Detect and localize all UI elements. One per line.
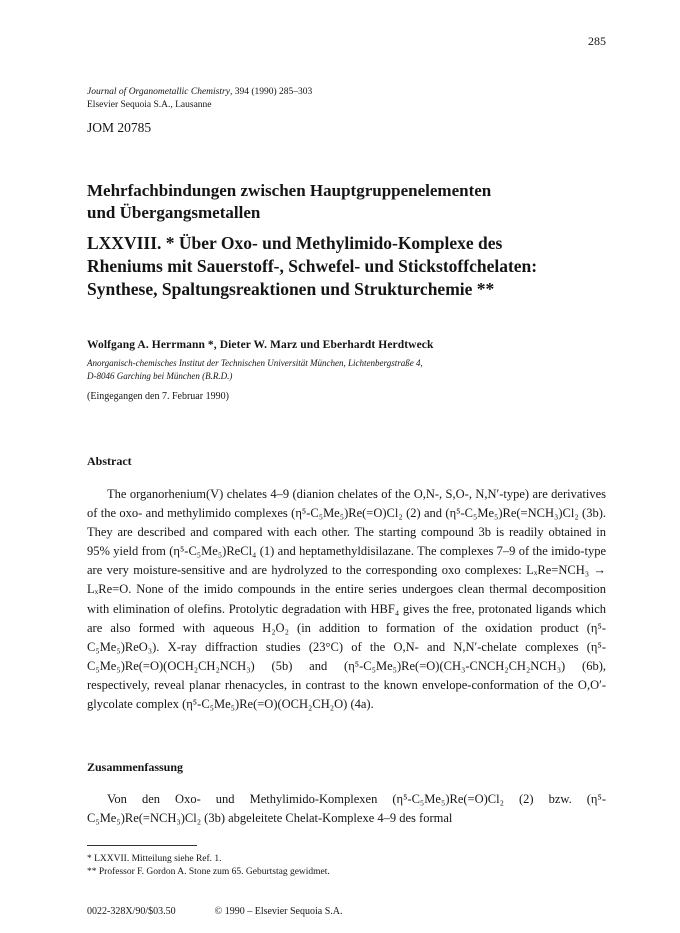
series-title-line-2: und Übergangsmetallen <box>87 203 261 222</box>
zusammenfassung-heading: Zusammenfassung <box>87 760 184 774</box>
article-title-line-3: Synthese, Spaltungsreaktionen und Strukturchemie ** <box>87 279 495 299</box>
jom-id: JOM 20785 <box>87 120 152 135</box>
journal-name: Journal of Organometallic Chemistry <box>87 87 230 97</box>
footnote-1: * LXXVII. Mitteilung siehe Ref. 1. <box>87 854 222 864</box>
copyright-code: 0022-328X/90/$03.50 <box>87 906 176 917</box>
received-date: (Eingegangen den 7. Februar 1990) <box>87 391 229 402</box>
copyright-notice: © 1990 – Elsevier Sequoia S.A. <box>214 906 343 917</box>
authors: Wolfgang A. Herrmann *, Dieter W. Marz und Eberhardt Herdtweck <box>87 339 434 351</box>
abstract-heading: Abstract <box>87 454 132 468</box>
affiliation-line-1: Anorganisch-chemisches Institut der Technischen Universität München, Lichtenbergstraße 4, <box>87 358 423 368</box>
abstract-body <box>87 485 606 714</box>
publisher: Elsevier Sequoia S.A., Lausanne <box>87 100 212 110</box>
footnote-divider <box>87 845 197 846</box>
article-title <box>87 232 612 301</box>
copyright-line <box>87 906 342 917</box>
article-title-line-1: LXXVIII. * Über Oxo- und Methylimido-Komplexe des <box>87 233 503 253</box>
footnote-2: ** Professor F. Gordon A. Stone zum 65. Geburtstag gewidmet. <box>87 867 330 877</box>
affiliation-line-2: D-8046 Garching bei München (B.R.D.) <box>87 371 233 381</box>
page-number: 285 <box>588 34 606 48</box>
journal-citation <box>87 86 312 112</box>
affiliation <box>87 357 607 383</box>
series-title-line-1: Mehrfachbindungen zwischen Hauptgruppenelementen <box>87 181 492 200</box>
article-title-line-2: Rheniums mit Sauerstoff-, Schwefel- und Stickstoffchelaten: <box>87 256 538 276</box>
zusammenfassung-paragraph: Von den Oxo- und Methylimido-Komplexen (η⁵-C₅Me₅)Re(=O)Cl₂ (2) bzw. (η⁵-C₅Me₅)Re(=NCH₃)Cl₂ (3b) abgeleitete Chelat-Komplexe 4–9 des formal <box>87 792 606 826</box>
zusammenfassung-body <box>87 790 606 828</box>
abstract-paragraph: The organorhenium(V) chelates 4–9 (dianion chelates of the O,N-, S,O-, N,N′-type) are derivatives of the oxo- and methylimido complexes (η⁵-C₅Me₅)Re(=O)Cl₂ (2) and (η⁵-C₅Me₅)Re(=NCH₃)Cl₂ (3b). They are described and compared with each other. The starting compound 3b is readily obtained in 95% yield from (η⁵-C₅Me₅)ReCl₄ (1) and heptamethyldisilazane. The complexes 7–9 of the imido-type are very moisture-sensitive and are hydrolyzed to the corresponding oxo complexes: LₓRe=NCH₃ → LₓRe=O. None of the imido compounds in the entire series undergoes clean thermal decomposition with elimination of olefins. Protolytic degradation with HBF₄ gives the free, protonated ligands which are also formed with aqueous H₂O₂ (in addition to formation of the oxidation product (η⁵-C₅Me₅)ReO₃). X-ray diffraction studies (23°C) of the O,N- and N,N′-chelate complexes (η⁵-C₅Me₅)Re(=O)(OCH₂CH₂NCH₃) (5b) and (η⁵-C₅Me₅)Re(=O)(CH₃-CNCH₂CH₂NCH₃) (6b), respectively, reveal planar rhenacycles, in contrast to the known envelope-conformation of the O,O′-glycolate complex (η⁵-C₅Me₅)Re(=O)(OCH₂CH₂O) (4a). <box>87 487 606 712</box>
series-title <box>87 180 607 224</box>
journal-volume: , 394 (1990) 285–303 <box>229 87 313 97</box>
